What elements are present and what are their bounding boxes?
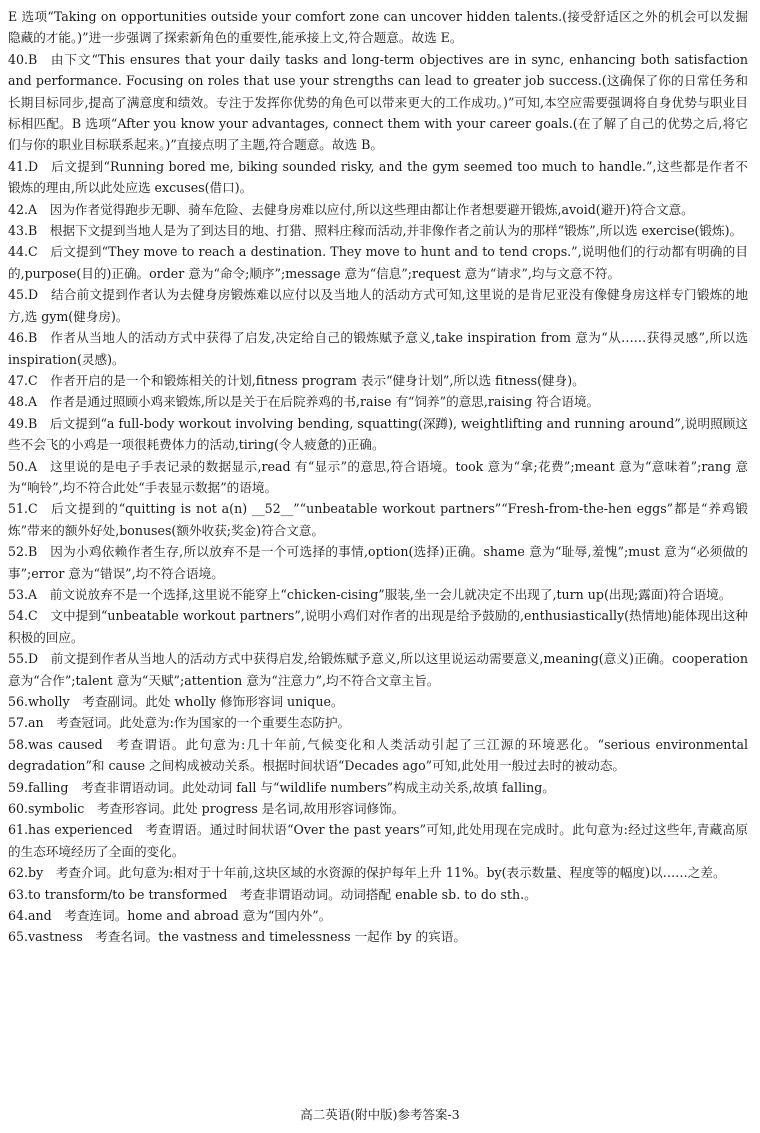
answer-explanation: 结合前文提到作者认为去健身房锻炼难以应付以及当地人的活动方式可知,这里说的是肯尼亚没有像健身房这样专门锻炼的地方,选 gym(健身房)。 — [8, 287, 748, 324]
answer-key: C — [28, 501, 38, 517]
answer-explanation: 后文提到“Running bored me, biking sounded risky, and the gym seemed too much to handle.”,这些都是作者不锻炼的理由,所以此处应选 excuses(借口)。 — [8, 158, 748, 196]
answer-item — [8, 926, 748, 947]
answer-item — [8, 199, 748, 220]
answer-item — [8, 327, 748, 370]
question-number: 44. — [8, 244, 29, 260]
answer-key: A — [28, 201, 38, 217]
answer-explanation: 因为小鸡依赖作者生存,所以放弃不是一个可选择的事情,option(选择)正确。shame 意为“耻辱,羞愧”;must 意为“必须做的事”;error 意为“错误”,均不符合语境。 — [8, 544, 748, 581]
answer-item — [8, 284, 748, 327]
answer-page — [8, 6, 748, 948]
answer-item — [8, 413, 748, 456]
answer-item — [8, 648, 748, 691]
question-number: 50. — [8, 458, 29, 474]
question-number: 52. — [8, 544, 29, 560]
answer-key: was caused — [28, 736, 103, 752]
answer-item — [8, 605, 748, 648]
answer-explanation: 作者是通过照顾小鸡来锻炼,所以是关于在后院养鸡的书,raise 有“饲养”的意思,raising 符合语境。 — [49, 394, 600, 410]
answer-key: A — [28, 586, 38, 602]
page-footer: 高二英语(附中版)参考答案-3 — [300, 1107, 460, 1122]
answer-key: C — [28, 608, 38, 624]
question-number: 41. — [8, 158, 29, 174]
answer-key: vastness — [28, 929, 83, 945]
answer-key: an — [28, 715, 44, 731]
answer-explanation: 考查冠词。此处意为:作为国家的一个重要生态防护。 — [56, 715, 351, 731]
answer-item — [8, 156, 748, 199]
answer-explanation: 前文说放弃不是一个选择,这里说不能穿上“chicken-cising”服装,坐一会儿就决定不出现了,turn up(出现;露面)符合语境。 — [49, 586, 732, 602]
lead-paragraph — [8, 6, 748, 49]
answer-key: B — [28, 223, 38, 239]
answer-item — [8, 691, 748, 712]
question-number: 47. — [8, 372, 29, 388]
answer-item — [8, 456, 748, 499]
answer-item — [8, 734, 748, 777]
question-number: 60. — [8, 801, 29, 817]
question-number: 51. — [8, 501, 29, 517]
question-number: 61. — [8, 822, 29, 838]
answer-key: B — [28, 51, 38, 67]
answer-key: B — [28, 544, 38, 560]
question-number: 46. — [8, 330, 29, 346]
question-number: 57. — [8, 715, 29, 731]
answer-explanation: 因为作者觉得跑步无聊、骑车危险、去健身房难以应付,所以这些理由都让作者想要避开锻炼,avoid(避开)符合文意。 — [49, 201, 694, 217]
answer-item — [8, 777, 748, 798]
answer-key: D — [28, 651, 39, 667]
answer-key: symbolic — [28, 801, 85, 817]
question-number: 55. — [8, 651, 29, 667]
answer-explanation: 这里说的是电子手表记录的数据显示,read 有“显示”的意思,符合语境。took 意为“拿;花费”;meant 意为“意味着”;rang 意为“响铃”,均不符合此处“手表显示数据”的语境。 — [8, 458, 748, 495]
answer-key: C — [28, 372, 38, 388]
answer-explanation: 考查介词。此句意为:相对于十年前,这块区域的水资源的保护每年上升 11%。by(表示数量、程度等的幅度)以……之差。 — [55, 865, 726, 881]
answer-item — [8, 798, 748, 819]
answer-key: D — [28, 158, 39, 174]
answer-explanation: 考查形容词。此处 progress 是名词,故用形容词修饰。 — [96, 801, 405, 817]
answer-key: falling — [28, 779, 69, 795]
answer-explanation: 考查非谓语动词。动词搭配 enable sb. to do sth.。 — [239, 886, 537, 902]
question-number: 42. — [8, 201, 29, 217]
answer-explanation: 后文提到“They move to reach a destination. They move to hunt and to tend crops.”,说明他们的行动都有明确的目的,purpose(目的)正确。order 意为“命令;顺序”;message 意为“信息”;request 意为“请求”,均与文意不符。 — [8, 244, 748, 281]
answer-explanation: 考查谓语。此句意为:几十年前,气候变化和人类活动引起了三江源的环境恶化。“serious environmental degradation”和 cause 之间构成被动关系。根据时间状语“Decades ago”可知,此处用一般过去时的被动态。 — [8, 736, 748, 774]
answer-explanation: 考查谓语。通过时间状语“Over the past years”可知,此处用现在完成时。此句意为:经过这些年,青藏高原的生态环境经历了全面的变化。 — [8, 822, 749, 859]
answer-key: wholly — [28, 694, 70, 709]
answer-explanation: 考查连词。home and abroad 意为“国内外”。 — [64, 908, 332, 924]
answer-item — [8, 905, 748, 926]
answer-key: C — [28, 244, 38, 260]
question-number: 53. — [8, 586, 29, 602]
answer-explanation: 考查副词。此处 wholly 修饰形容词 unique。 — [82, 694, 344, 709]
answer-explanation: 文中提到“unbeatable workout partners”,说明小鸡们对作者的出现是给予鼓励的,enthusiastically(热情地)能体现出这种积极的回应。 — [8, 608, 748, 645]
question-number: 45. — [8, 287, 29, 303]
answer-item — [8, 370, 748, 391]
answer-key: to transform/to be transformed — [28, 886, 228, 902]
answer-explanation: 作者开启的是一个和锻炼相关的计划,fitness program 表示“健身计划”,所以选 fitness(健身)。 — [50, 372, 585, 388]
answer-item — [8, 541, 748, 584]
answer-explanation: 考查名词。the vastness and timelessness 一起作 by 的宾语。 — [95, 929, 466, 945]
question-number: 58. — [8, 736, 29, 752]
question-number: 65. — [8, 929, 29, 945]
answer-explanation: 由下文“This ensures that your daily tasks and long-term objectives are in sync, enhancing both satisfaction and performance. Focusing on roles that use your strengths can lead to greater job success.(这确保了你的日常任务和长期目标同步,提高了满意度和绩效。专注于发挥你优势的角色可以带来更大的工作成功。)”可知,本空应需要强调将自身优势与职业目标相匹配。B 选项“After you know your advantages, connect them with your career goals.(在了解了自己的优势之后,将它们与你的职业目标联系起来。)”直接点明了主题,符合题意。故选 B。 — [8, 51, 748, 153]
question-number: 40. — [8, 51, 29, 67]
question-number: 63. — [8, 886, 29, 902]
answer-key: B — [28, 415, 38, 431]
answer-item — [8, 584, 748, 605]
answer-item — [8, 241, 748, 284]
question-number: 49. — [8, 415, 29, 431]
answer-item — [8, 819, 748, 862]
answer-explanation: 考查非谓语动词。此处动词 fall 与“wildlife numbers”构成主动关系,故填 falling。 — [81, 779, 555, 795]
lead-text: E 选项“Taking on opportunities outside your comfort zone can uncover hidden talents.(接受舒适区之外的机会可以发掘隐藏的才能。)”进一步强调了探索新角色的重要性,能承接上文,符合题意。故选 E。 — [8, 9, 748, 46]
answer-explanation: 后文提到“a full-body workout involving bending, squatting(深蹲), weightlifting and running around”,说明照顾这些不会飞的小鸡是一项很耗费体力的活动,tiring(令人疲惫的)正确。 — [8, 415, 748, 453]
question-number: 64. — [8, 908, 29, 924]
answer-key: D — [28, 287, 39, 303]
answer-item — [8, 498, 748, 541]
question-number: 48. — [8, 394, 29, 410]
answer-key: B — [28, 330, 38, 346]
question-number: 43. — [8, 223, 29, 239]
question-number: 56. — [8, 694, 29, 709]
question-number: 59. — [8, 779, 29, 795]
answer-key: has experienced — [28, 822, 133, 838]
answer-explanation: 作者从当地人的活动方式中获得了启发,决定给自己的锻炼赋予意义,take inspiration from 意为“从……获得灵感”,所以选 inspiration(灵感)。 — [8, 330, 748, 367]
answer-item — [8, 712, 748, 733]
answer-list — [8, 49, 748, 948]
answer-key: A — [28, 458, 38, 474]
answer-explanation: 根据下文提到当地人是为了到达目的地、打猎、照料庄稼而活动,并非像作者之前认为的那样“锻炼”,所以选 exercise(锻炼)。 — [49, 223, 743, 239]
question-number: 54. — [8, 608, 29, 624]
answer-key: A — [28, 394, 38, 410]
answer-item — [8, 49, 748, 156]
answer-explanation: 后文提到的“quitting is not a(n) __52__”“unbeatable workout partners”“Fresh-from-the-hen eggs”都是“养鸡锻炼”带来的额外好处,bonuses(额外收获;奖金)符合文意。 — [8, 501, 748, 538]
answer-explanation: 前文提到作者从当地人的活动方式中获得启发,给锻炼赋予意义,所以这里说运动需要意义,meaning(意义)正确。cooperation 意为“合作”;talent 意为“天赋”;attention 意为“注意力”,均不符合文章主旨。 — [8, 651, 748, 688]
answer-item — [8, 220, 748, 241]
answer-key: and — [28, 908, 52, 924]
answer-key: by — [28, 865, 44, 881]
answer-item — [8, 391, 748, 412]
answer-item — [8, 862, 748, 883]
answer-item — [8, 884, 748, 905]
question-number: 62. — [8, 865, 29, 881]
